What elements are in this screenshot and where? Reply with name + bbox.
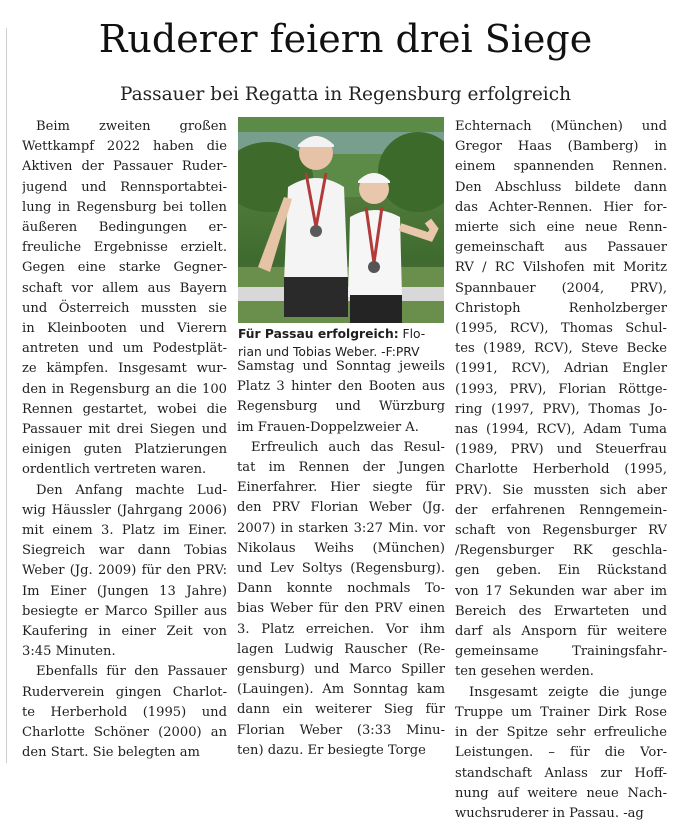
col2-text-line: Dann konnte nochmals To-: [237, 581, 445, 597]
col3-text-line: darf als Ansporn für weitere: [455, 624, 667, 640]
col3-text-line: tes (1989, RCV), Steve Becke: [455, 341, 667, 357]
col3-text-line: (1991, RCV), Adrian Engler: [455, 361, 667, 377]
col2-text-line: 3. Platz erreichen. Vor ihm: [237, 621, 445, 637]
col1-text-line: Wettkampf 2022 haben die: [22, 139, 227, 155]
col2-text-line: Nikolaus Weihs (München): [237, 540, 445, 556]
col1-text-line: Im Einer (Jungen 13 Jahre): [22, 583, 227, 599]
col3-text-line: (1993, PRV), Florian Röttge-: [455, 381, 667, 397]
col1-text-line: einigen guten Platzierungen: [22, 442, 227, 458]
scan-edge-line: [6, 28, 7, 763]
col2-text-line: Samstag und Sonntag jeweils: [237, 359, 445, 374]
col1-text-line: Ebenfalls für den Passauer: [36, 664, 227, 680]
col3-text-line: Bereich des Erwarteten und: [455, 603, 667, 619]
col1-text-line: Ruderverein gingen Charlot-: [22, 684, 227, 700]
col1-text-line: schaft vor allem aus Bayern: [22, 280, 227, 296]
col3-text-line: gemeinschaft aus Passauer: [455, 240, 667, 256]
col3-text-line: gen geben. Ein Rückstand: [455, 563, 667, 579]
col1-text-line: antreten und um Podestplät-: [22, 341, 227, 357]
col3-text-line: einem spannenden Rennen.: [455, 159, 667, 175]
col2-text-line: Florian Weber (3:33 Minu-: [237, 722, 445, 738]
col1-text-line: Weber (Jg. 2009) für den PRV:: [22, 563, 227, 579]
col3-text-line: (1989, PRV) und Steuerfrau: [455, 442, 667, 458]
col2-text-line: ten) dazu. Er besiegte Torge: [237, 742, 426, 758]
col3-text-line: von 17 Sekunden war aber im: [455, 583, 667, 599]
col2-text-line: Platz 3 hinter den Booten aus: [237, 379, 445, 395]
col1-text-line: mit einem 3. Platz im Einer.: [22, 523, 227, 539]
col1-text-line: te Herberhold (1995) und: [22, 704, 227, 720]
caption-line-2: rian und Tobias Weber. -F:PRV: [238, 345, 420, 359]
col3-text-line: Spannbauer (2004, PRV),: [455, 280, 667, 296]
col1-text-line: Charlotte Schöner (2000) an: [22, 725, 227, 741]
col2-text-line: Regensburg und Würzburg: [237, 399, 445, 415]
col3-text-line: schaft von Regensburger RV: [455, 523, 667, 539]
col3-text-line: in der Spitze sehr erfreuliche: [455, 725, 667, 741]
col1-text-line: in Kleinbooten und Vierern: [22, 321, 227, 337]
col3-text-line: ring (1997, PRV), Thomas Jo-: [455, 401, 667, 417]
col3-text-line: PRV). Sie mussten sich aber: [455, 482, 667, 498]
col3-text-line: /Regensburger RK geschla-: [455, 543, 667, 559]
col3-text-line: das Achter-Rennen. Hier for-: [455, 199, 667, 215]
col2-text-line: tat im Rennen der Jungen: [237, 460, 445, 476]
rowers-photo: [238, 117, 444, 323]
col3-text-line: Charlotte Herberhold (1995,: [455, 462, 667, 478]
col1-text-line: Kaufering in einer Zeit von: [22, 624, 227, 640]
col1-text-line: jugend und Rennsportabtei-: [22, 179, 227, 195]
col3-text-line: RV / RC Vilshofen mit Moritz: [455, 260, 667, 276]
col3-text-line: standschaft Anlass zur Hoff-: [455, 765, 667, 781]
col1-text-line: Passauer mit drei Siegen und: [22, 422, 227, 438]
col1-text-line: Rennen gestartet, wobei die: [22, 401, 227, 417]
col1-text-line: Den Anfang machte Lud-: [36, 482, 227, 498]
caption-bold: Für Passau erfolgreich:: [238, 327, 399, 341]
col1-text-line: lung in Regensburg bei tollen: [22, 199, 227, 215]
rowers-photo-illustration: [238, 117, 444, 323]
col2-text-line: bias Weber für den PRV einen: [237, 601, 445, 617]
col2-text-line: und Lev Soltys (Regensburg).: [237, 561, 445, 577]
col3-text-line: Leistungen. – für die Vor-: [455, 745, 667, 761]
col3-text-line: gemeinsame Trainingsfahr-: [455, 644, 667, 660]
col1-text-line: Gegen eine starke Gegner-: [22, 260, 227, 276]
col1-text-line: den Start. Sie belegten am: [22, 745, 200, 761]
col1-text-line: den in Regensburg an die 100: [22, 381, 227, 397]
article-headline: Ruderer feiern drei Siege: [98, 17, 593, 61]
caption-rest: Flo-: [398, 327, 426, 341]
col2-text-line: (Lauingen). Am Sonntag kam: [237, 682, 445, 698]
col1-text-line: und Österreich mussten sie: [22, 300, 227, 316]
col3-text-line: (1995, RCV), Thomas Schul-: [455, 321, 667, 337]
col3-text-line: Gregor Haas (Bamberg) in: [455, 139, 667, 155]
col1-text-line: freuliche Ergebnisse erzielt.: [22, 240, 227, 256]
col2-text-line: Erfreulich auch das Resul-: [251, 439, 445, 455]
col2-text-line: den PRV Florian Weber (Jg.: [237, 500, 445, 516]
col1-text-line: Siegreich war dann Tobias: [22, 543, 227, 559]
col2-text-line: lagen Ludwig Rauscher (Re-: [237, 641, 445, 657]
col1-text-line: Aktiven der Passauer Ruder-: [22, 159, 227, 175]
col3-text-line: Echternach (München) und: [455, 119, 667, 134]
col3-text-line: Insgesamt zeigte die junge: [469, 684, 667, 700]
article-subheadline: Passauer bei Regatta in Regensburg erfolgreich: [119, 84, 571, 105]
col1-text-line: wig Häussler (Jahrgang 2006): [22, 502, 227, 518]
col3-text-line: nung auf weitere neue Nach-: [455, 785, 667, 801]
col1-text-line: besiegte er Marco Spiller aus: [22, 603, 227, 619]
col2-text-line: 2007) in starken 3:27 Min. vor: [237, 520, 445, 536]
col2-text-line: dann ein weiterer Sieg für: [237, 702, 445, 718]
col1-text-line: 3:45 Minuten.: [22, 644, 116, 660]
col1-text-line: äußeren Bedingungen er-: [22, 220, 227, 236]
col3-text-line: wuchsruderer in Passau. -ag: [455, 805, 644, 821]
col2-text-line: im Frauen-Doppelzweier A.: [237, 419, 419, 435]
col2-text-line: gensburg) und Marco Spiller: [237, 662, 445, 678]
col3-text-line: nas (1994, RCV), Adam Tuma: [455, 422, 667, 438]
article-column-1: [22, 117, 227, 764]
article-column-3: [455, 117, 667, 824]
col2-text-line: Einerfahrer. Hier siegte für: [237, 480, 445, 496]
col3-text-line: Truppe um Trainer Dirk Rose: [455, 704, 667, 720]
col3-text-line: ten gesehen werden.: [455, 664, 594, 680]
col1-text-line: ze kämpfen. Insgesamt wur-: [22, 361, 227, 377]
col3-text-line: Christoph Renholzberger: [455, 300, 667, 316]
caption-line-1: [238, 325, 448, 343]
article-column-2: [237, 357, 445, 761]
col3-text-line: Den Abschluss bildete dann: [455, 179, 667, 195]
photo-caption: [238, 325, 448, 361]
col3-text-line: der erfahrenen Renngemein-: [455, 502, 667, 518]
col1-text-line: ordentlich vertreten waren.: [22, 462, 207, 478]
col3-text-line: mierte sich eine neue Renn-: [455, 220, 667, 236]
col1-text-line: Beim zweiten großen: [36, 119, 227, 134]
